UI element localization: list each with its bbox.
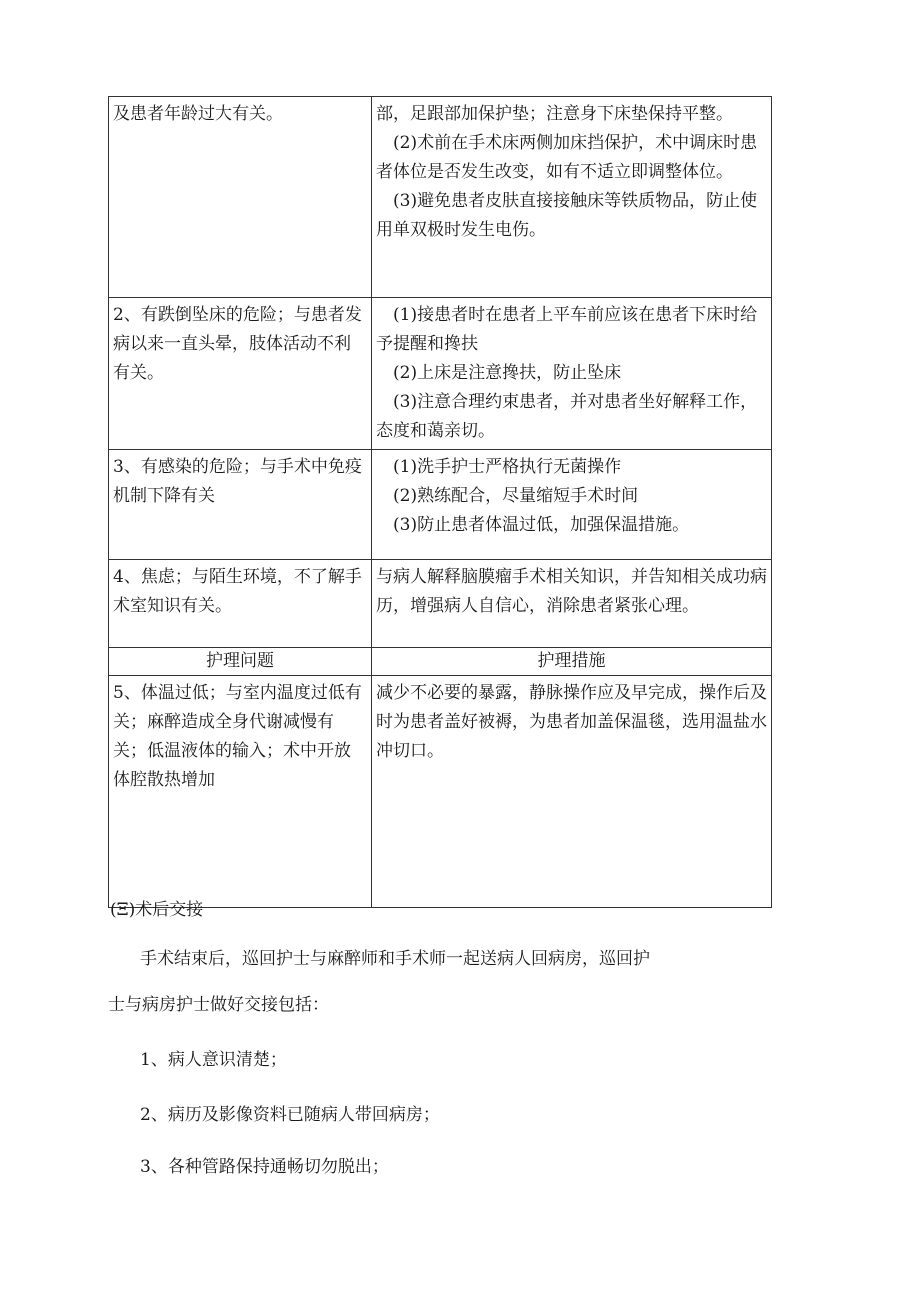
table-row bbox=[109, 560, 772, 648]
problem-cell: 2、有跌倒坠床的危险；与患者发病以来一直头晕，肢体活动不利有关。 bbox=[109, 298, 372, 450]
measures-cell bbox=[372, 560, 772, 648]
header-problem: 护理问题 bbox=[109, 648, 372, 676]
problem-cell: 4、焦虑；与陌生环境，不了解手术室知识有关。 bbox=[109, 560, 372, 648]
section-heading: (Ξ)术后交接 bbox=[110, 900, 204, 920]
measure-text: (2)熟练配合，尽量缩短手术时间 bbox=[393, 486, 639, 506]
table-row bbox=[109, 676, 772, 908]
measure-text: (1)接患者时在患者上平车前应该在患者下床时给予提醒和搀扶 bbox=[376, 305, 758, 354]
measure-text: (3)注意合理约束患者，并对患者坐好解释工作，态度和蔼亲切。 bbox=[376, 392, 758, 441]
problem-cell: 及患者年龄过大有关。 bbox=[109, 97, 372, 298]
problem-cell: 3、有感染的危险；与手术中免疫机制下降有关 bbox=[109, 450, 372, 560]
measure-text: (3)避免患者皮肤直接接触床等铁质物品，防止使用单双极时发生电伤。 bbox=[376, 191, 758, 240]
table-row bbox=[109, 450, 772, 560]
measures-cell bbox=[372, 450, 772, 560]
table-row bbox=[109, 298, 772, 450]
measures-cell bbox=[372, 676, 772, 908]
measure-text: (2)上床是注意搀扶，防止坠床 bbox=[393, 363, 622, 383]
measures-cell bbox=[372, 97, 772, 298]
list-item: 2、病历及影像资料已随病人带回病房； bbox=[140, 1105, 440, 1125]
measure-text: 减少不必要的暴露，静脉操作应及早完成，操作后及时为患者盖好被褥，为患者加盖保温毯，选用温盐水冲切口。 bbox=[376, 683, 767, 761]
table-header-row bbox=[109, 648, 772, 676]
table-row bbox=[109, 97, 772, 298]
paragraph-line: 手术结束后，巡回护士与麻醉师和手术师一起送病人回病房，巡回护 bbox=[140, 949, 650, 969]
measure-text: 与病人解释脑膜瘤手术相关知识，并告知相关成功病历，增强病人自信心，消除患者紧张心理。 bbox=[376, 567, 767, 616]
measures-cell bbox=[372, 298, 772, 450]
measure-text: (1)洗手护士严格执行无菌操作 bbox=[393, 457, 622, 477]
list-item: 1、病人意识清楚； bbox=[140, 1050, 287, 1070]
measure-text: (3)防止患者体温过低，加强保温措施。 bbox=[393, 515, 690, 535]
nursing-care-table bbox=[108, 96, 772, 908]
header-measures: 护理措施 bbox=[372, 648, 772, 676]
measure-text: 部，足跟部加保护垫；注意身下床垫保持平整。 bbox=[376, 104, 733, 124]
problem-cell: 5、体温过低；与室内温度过低有关；麻醉造成全身代谢减慢有关；低温液体的输入；术中开放体腔散热增加 bbox=[109, 676, 372, 908]
paragraph-line: 士与病房护士做好交接包括： bbox=[108, 995, 329, 1015]
list-item: 3、各种管路保持通畅切勿脱出； bbox=[140, 1157, 389, 1177]
measure-text: (2)术前在手术床两侧加床挡保护，术中调床时患者体位是否发生改变，如有不适立即调整体位。 bbox=[376, 133, 758, 182]
